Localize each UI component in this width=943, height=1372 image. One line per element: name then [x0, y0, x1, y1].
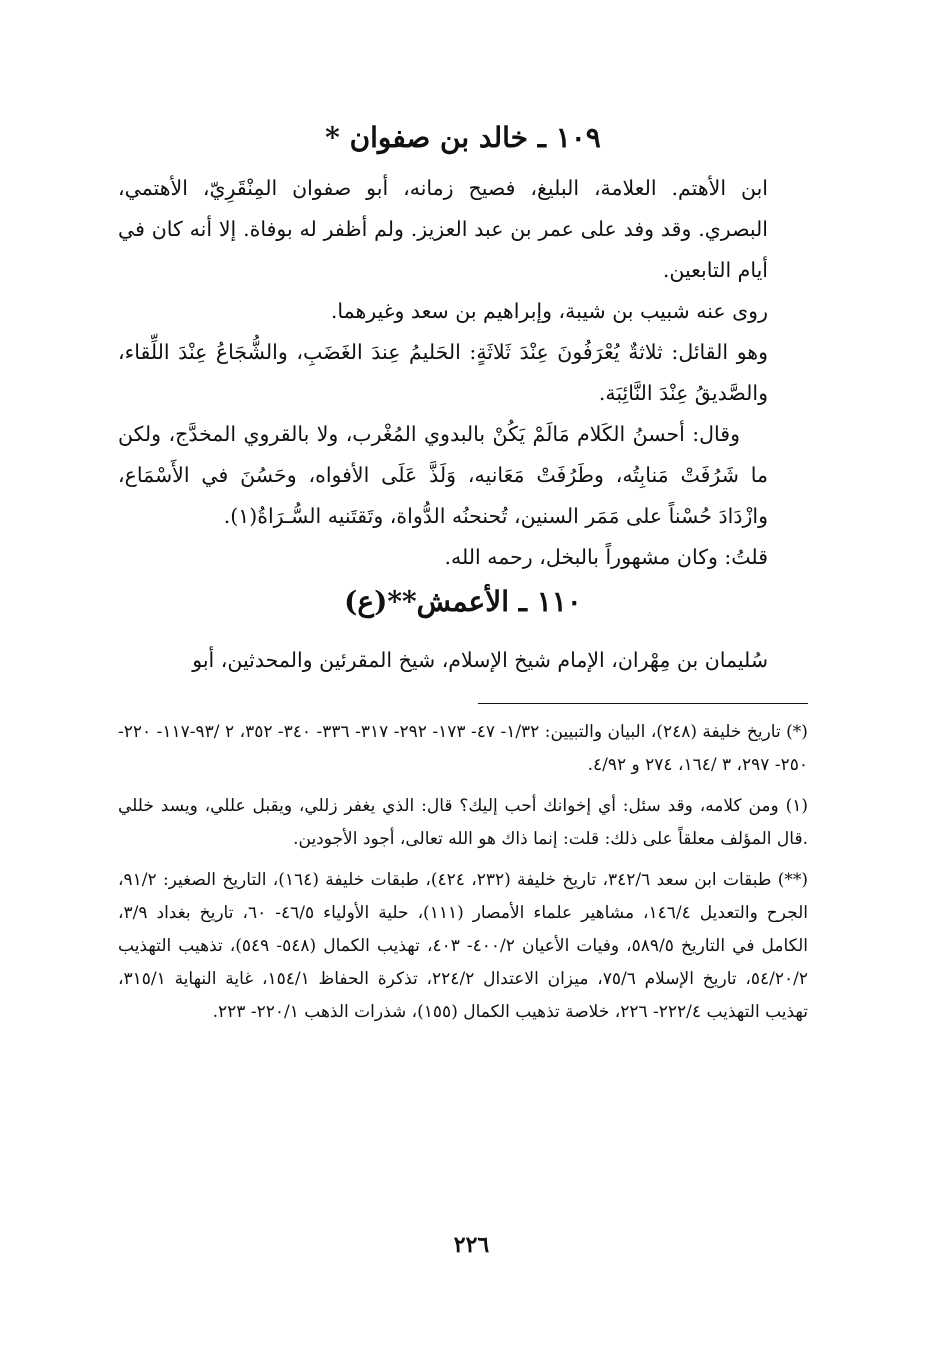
- paragraph-saying-speech: وقال: أحسنُ الكَلام مَالَمْ يَكُنْ بالبدوي المُغْرب، ولا بالقروي المخدَّج، ولكن ما شَرُفَتْ مَنابِتُه، وطَرُفَتْ مَعَانيه، وَلَذَّ عَلَى الأفواه، وحَسُنَ في الأَسْمَاع، وازْدَادَ حُسْناً على مَمَر السنين، تُحنحنُه الدُّواة، وتَقتَنيه السُّـرَاةُ(١).: [118, 422, 768, 528]
- paragraph-saying-three: وهو القائل: ثلاثةٌ يُعْرَفُونَ عِنْدَ ثَلاثَةٍ: الحَليمُ عِندَ الغَضَبِ، والشُّجَاعُ عِنْدَ اللِّقاء، والصَّديقُ عِنْدَ النَّائِبَة.: [118, 340, 768, 405]
- footnote-divider: [478, 703, 808, 704]
- paragraph-author-note: قلتُ: وكان مشهوراً بالبخل، رحمه الله.: [444, 545, 768, 569]
- footnote-1: (١) ومن كلامه، وقد سئل: أي إخوانك أحب إليك؟ قال: الذي يغفر زللي، ويقبل عللي، ويسد خللي .قال المؤلف معلقاً على ذلك: قلت: إنما ذاك هو الله تعالى، أجود الأجودين.: [118, 796, 808, 849]
- page-number: ٢٢٦: [453, 1232, 490, 1258]
- paragraph-amash-intro: سُليمان بن مِهْران، الإمام شيخ الإسلام، شيخ المقرئين والمحدثين، أبو: [192, 648, 768, 672]
- footnotes: [118, 716, 808, 1029]
- entry-body-khalid: [118, 168, 808, 578]
- book-page: [118, 118, 808, 1037]
- entry-body-amash: [118, 640, 808, 681]
- entry-heading-amash: ١١٠ ـ الأعمش**(ع): [344, 585, 582, 618]
- footnote-khalid-sources: (*) تاريخ خليفة (٢٤٨)، البيان والتبيين: ١/٣٢- ٤٧- ١٧٣- ٢٩٢- ٣١٧- ٣٣٦- ٣٤٠- ٣٥٢، ٢ /٩٣-١١٧- ٢٢٠- ٢٥٠- ٢٩٧، ٣ /١٦٤، ٢٧٤ و ٤/٩٢.: [118, 722, 808, 775]
- paragraph-narrators: روى عنه شبيب بن شيبة، وإبراهيم بن سعد وغيرهما.: [330, 299, 768, 323]
- entry-heading-khalid: ١٠٩ ـ خالد بن صفوان *: [325, 121, 601, 154]
- footnote-amash-sources: (**) طبقات ابن سعد ٣٤٢/٦، تاريخ خليفة (٢٣٢، ٤٢٤)، طبقات خليفة (١٦٤)، التاريخ الصغير: ٩١/٢، الجرح والتعديل ١٤٦/٤، مشاهير علماء الأمصار (١١١)، حلية الأولياء ٤٦/٥- ٦٠، تاريخ بغداد ٣/٩، الكامل في التاريخ ٥٨٩/٥، وفيات الأعيان ٤٠٠/٢- ٤٠٣، تهذيب الكمال (٥٤٨- ٥٤٩)، تذهيب التهذيب ٥٤/٢٠/٢، تاريخ الإسلام ٧٥/٦، ميزان الاعتدال ٢٢٤/٢، تذكرة الحفاظ ١٥٤/١، غاية النهاية ٣١٥/١، تهذيب التهذيب ٢٢٢/٤- ٢٢٦، خلاصة تذهيب الكمال (١٥٥)، شذرات الذهب ٢٢٠/١- ٢٢٣.: [118, 870, 809, 1022]
- paragraph-intro: ابن الأهتم. العلامة، البليغ، فصيح زمانه، أبو صفوان المِنْقَرِيّ، الأهتمي، البصري. وقد وفد على عمر بن عبد العزيز. ولم أظفر له بوفاة. إلا أنه كان في أيام التابعين.: [118, 176, 768, 282]
